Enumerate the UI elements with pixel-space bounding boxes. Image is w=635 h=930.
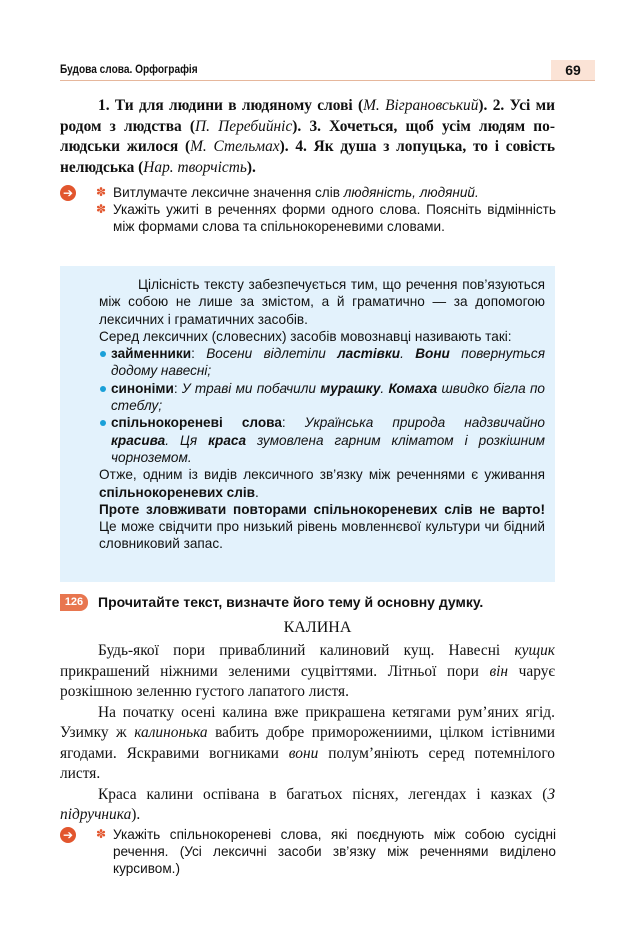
theory-paragraph (99, 466, 545, 501)
theory-text: Це може свідчити про низький рівень мовленнєвої культури чи бідний словниковий запас. (99, 519, 545, 552)
theory-paragraph (99, 501, 545, 553)
theory-text: Серед лексичних (словесних) засобів мовознавці називають такі: (99, 328, 512, 344)
exercise-instruction: Прочитайте текст, визначте його тему й основну думку. (98, 594, 484, 610)
text: полум’яніють серед потемнілого листя. (60, 744, 555, 782)
sentence-text: ). 4. Як душа з лопуцька, то і совість нелюдська ( (60, 138, 555, 176)
theory-paragraph (60, 276, 545, 328)
task-item (96, 826, 556, 877)
text: чарує розкішною зеленню густого лапатого листя. (60, 662, 555, 700)
kalyna-text (60, 641, 555, 826)
term: займенники (111, 346, 192, 362)
section-title: Будова слова. Орфографія (60, 64, 198, 76)
bullet-item (99, 380, 545, 415)
sentence-text: ). 2. Усі ми родом з людства ( (60, 97, 556, 135)
page-header (60, 60, 595, 82)
author: П. Перебийніс (195, 117, 293, 135)
author: Нар. творчість (143, 158, 247, 176)
term: синоніми (111, 380, 174, 396)
italic-word: він (489, 662, 509, 680)
theory-text: Отже, одним із видів лексичного зв’язку між реченнями є уживання (99, 467, 545, 483)
kalyna-paragraph (60, 785, 555, 826)
kalyna-paragraph (60, 641, 555, 703)
example: Українська природа надзвичайно (304, 415, 545, 431)
bullet-item (99, 414, 545, 466)
page-number: 69 (551, 60, 595, 80)
example: . Ця (165, 432, 209, 448)
task-list-2 (96, 826, 556, 877)
example: зумовлена гарним кліматом і розкішним чорноземом. (111, 432, 546, 465)
term: спільнокореневі слова (111, 415, 282, 431)
bullet-list (99, 345, 545, 466)
text: ). (131, 806, 141, 823)
arrow-right-circle-icon: ➔ (60, 185, 76, 201)
author: М. Віграновський (363, 97, 479, 114)
theory-box (60, 266, 555, 582)
sentence-text: ). 3. Хочеться, щоб усім людям по-людськи жилося ( (60, 117, 555, 155)
keyword: Комаха (388, 380, 438, 396)
keyword: мурашку (320, 380, 381, 396)
asterisk-icon: ✽ (96, 827, 107, 841)
example: повернуться додому навесні; (111, 346, 545, 379)
task-italic: людяність, людяний. (343, 185, 479, 200)
header-rule (60, 80, 595, 81)
kalyna-paragraph (60, 703, 555, 785)
asterisk-icon: ✽ (96, 202, 107, 216)
text: Будь-якої пори приваблиний калиновий кущ. Навесні (98, 642, 515, 659)
sentences-paragraph (60, 96, 555, 178)
example: . (400, 346, 416, 362)
task-text: Витлумачте лексичне значення слів (113, 185, 344, 200)
example: . (380, 380, 389, 396)
task-text: Укажіть спільнокореневі слова, які поєднують між собою сусідні речення. (Усі лексичні засоби зв’язку між реченнями виділено курсивом.) (113, 827, 556, 876)
author: М. Стельмах (190, 138, 280, 155)
bullet-dot (100, 351, 106, 357)
task-text: Укажіть ужиті в реченнях форми одного слова. Поясніть відмінність між формами слова та спільнокореневими словами. (113, 202, 556, 234)
asterisk-icon: ✽ (96, 185, 107, 199)
text: прикрашений ніжними зеленими суцвіттями. Літньої пори (60, 662, 490, 680)
task-list-1 (96, 184, 556, 235)
theory-text: . (255, 484, 259, 500)
colon: : (191, 346, 207, 362)
text: Краса калини оспівана в багатьох піснях, легендах і казках ( (98, 785, 548, 803)
exercise-number: 126 (60, 594, 88, 611)
sentence-number: 1. (98, 97, 115, 114)
example: Восени відлетіли (206, 346, 338, 362)
keyword: красива (111, 432, 166, 448)
keyword: Вони (415, 346, 450, 362)
sentences-block (60, 96, 555, 178)
text-title: КАЛИНА (283, 619, 352, 636)
bullet-dot (100, 420, 106, 426)
bullet-dot (100, 386, 106, 392)
text: На початку осені калина вже прикрашена кетягами рум’яних ягід. Узимку ж (60, 703, 555, 741)
example: У траві ми побачили (181, 380, 321, 396)
keyword: краса (208, 432, 247, 448)
keyword: ластівки (337, 346, 401, 362)
text: вабить добре приморожениими, цілком істівними ягодами. Яскравими вогниками (60, 724, 555, 762)
task-item (96, 184, 556, 201)
theory-text: Цілісність тексту забезпечується тим, що речення пов’язуються між собою не лише за змістом, а й граматично — за допомогою лексичних і граматичних засобів. (99, 277, 545, 327)
italic-word: кущик (514, 642, 555, 659)
sentence-text: ). (246, 158, 256, 176)
theory-content (99, 276, 545, 553)
example: швидко бігла по стеблу; (111, 380, 545, 414)
sentence-text: Ти для людини в людяному слові ( (114, 97, 364, 114)
task-item (96, 201, 556, 235)
term: спільнокореневих слів (99, 484, 255, 500)
italic-word: калинонька (134, 724, 208, 741)
theory-paragraph (99, 328, 545, 345)
italic-word: вони (288, 744, 319, 762)
warning-text: Проте зловживати повторами спільнокореневих слів не варто! (99, 501, 545, 517)
colon: : (173, 380, 182, 396)
source: З підручника (60, 785, 555, 823)
colon: : (281, 415, 305, 431)
arrow-right-circle-icon: ➔ (60, 827, 76, 843)
bullet-item (99, 345, 545, 380)
